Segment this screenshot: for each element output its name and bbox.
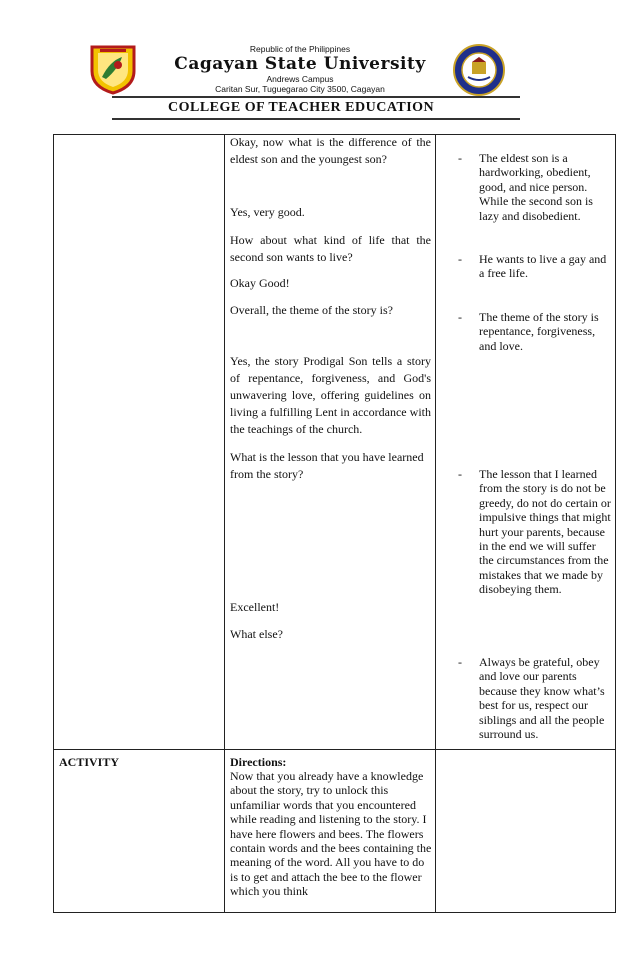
directions-text: Now that you already have a knowledge about the story, try to unlock this unfamiliar words that you encountered while reading and listening to the story. I have here flowers and bees. The flowers contain words and the bees containing the meaning of the word. All you have to do is to get and attach the bee to the flower which you think — [230, 769, 432, 899]
table-border-bottom — [53, 912, 616, 913]
teacher-question-1: Okay, now what is the difference of the eldest son and the youngest son? — [230, 135, 431, 166]
university-name: Cagayan State University — [174, 54, 426, 74]
document-header — [0, 0, 638, 125]
bullet-dash: - — [458, 252, 462, 266]
teacher-response-3: Yes, the story Prodigal Son tells a story of repentance, forgiveness, and God's unwavering love, offering guidelines on living a fulfilling Lent in accordance with the teachings of the church. — [230, 354, 431, 436]
teacher-question-5: What else? — [230, 627, 283, 641]
student-answer-2: He wants to live a gay and a free life. — [479, 252, 607, 281]
college-title: COLLEGE OF TEACHER EDUCATION — [168, 100, 435, 115]
column-divider-1 — [224, 134, 225, 913]
teacher-question-2: How about what kind of life that the second son wants to live? — [230, 233, 431, 264]
table-border-right — [615, 134, 616, 913]
table-border-left — [53, 134, 54, 913]
bullet-dash: - — [458, 655, 462, 669]
college-seal-icon — [452, 43, 506, 97]
row-divider — [53, 749, 616, 750]
teacher-question-4: What is the lesson that you have learned from the story? — [230, 450, 424, 481]
bullet-dash: - — [458, 151, 462, 165]
header-rule-bottom — [112, 118, 520, 120]
teacher-response-2: Okay Good! — [230, 276, 290, 290]
bullet-dash: - — [458, 467, 462, 481]
lesson-plan-table — [53, 134, 616, 913]
teacher-question-3: Overall, the theme of the story is? — [230, 303, 393, 317]
teacher-response-1: Yes, very good. — [230, 205, 305, 219]
header-rule-top — [112, 96, 520, 98]
activity-label: ACTIVITY — [59, 755, 120, 769]
student-answer-3: The theme of the story is repentance, forgiveness, and love. — [479, 310, 599, 353]
student-answer-4: The lesson that I learned from the story is do not be greedy, do not do certain or impulsive things that might hurt your parents, because in the end we will suffer the circumstances from the mistakes that we made by disobeying them. — [479, 467, 611, 597]
directions-title: Directions: — [230, 755, 287, 769]
student-answer-1: The eldest son is a hardworking, obedient, good, and nice person. While the second son is lazy and disobedient. — [479, 151, 593, 223]
student-answer-5: Always be grateful, obey and love our parents because they know what’s best for us, respect our siblings and all the people surround us. — [479, 655, 605, 742]
campus-address: Caritan Sur, Tuguegarao City 3500, Cagayan — [215, 84, 385, 94]
teacher-response-4: Excellent! — [230, 600, 280, 614]
bullet-dash: - — [458, 310, 462, 324]
column-divider-2 — [435, 134, 436, 913]
university-logo-icon — [88, 43, 138, 95]
campus-name: Andrews Campus — [266, 74, 334, 84]
university-heading — [170, 44, 430, 94]
republic-text: Republic of the Philippines — [249, 44, 351, 54]
